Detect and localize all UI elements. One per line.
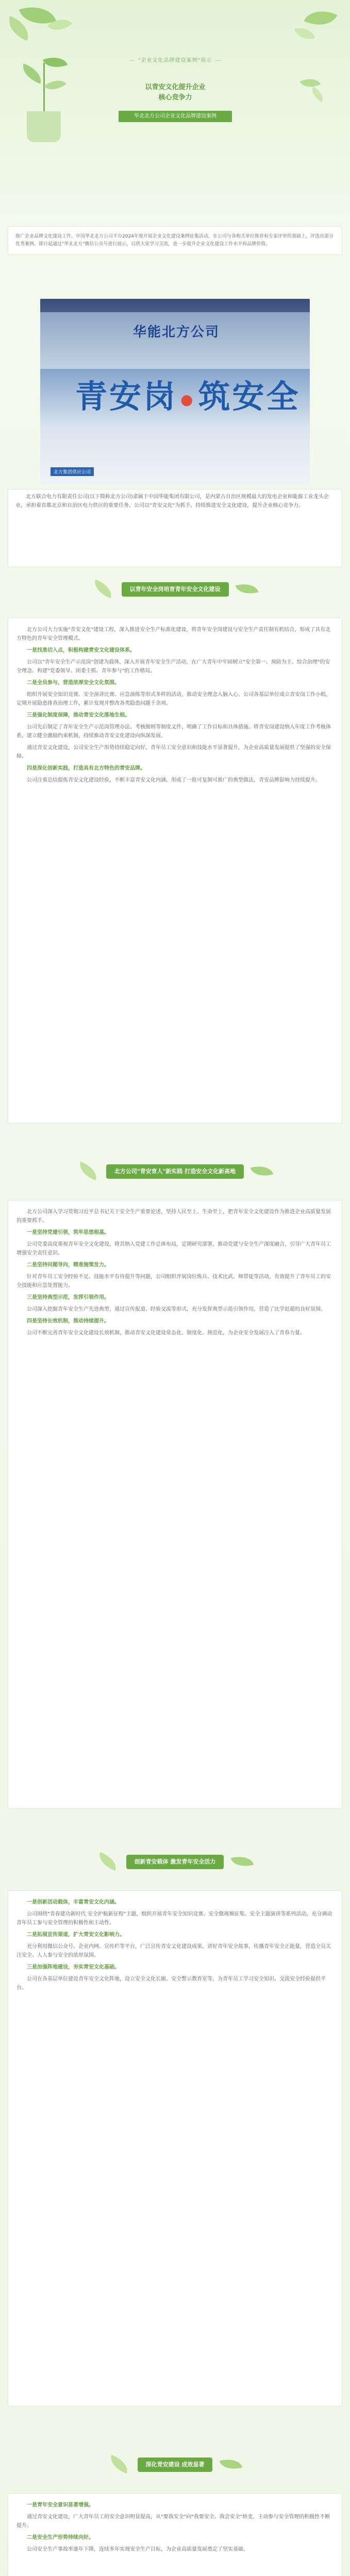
section-heading-label: 深化青安建设 成效显著 [138, 2458, 213, 2472]
paragraph: 针对青年员工安全经验不足、技能水平有待提升等问题，公司组织开展岗位练兵、技术比武、师带徒等活动，有效提升了青年员工的安全技能和应急处置能力。 [16, 1274, 331, 1289]
paragraph: 公司以"青年安全生产示范岗"创建为载体，深入开展青年安全生产活动，在广大青年中牢固树立"安全第一、预防为主、综合治理"的安全理念。构建"党委领导、团委主抓、青年参与"的工作格局。 [16, 659, 330, 674]
paragraph: 充分利用微信公众号、企业内网、宣传栏等平台，广泛宣传青安文化建设成果，讲好青年安全故事，传播青年安全正能量，营造全员关注安全、人人参与安全的浓厚氛围。 [16, 1944, 331, 1958]
section-heading [0, 1855, 350, 1869]
page-title-line1: 以青安文化提升企业 [145, 83, 206, 91]
paragraph: 公司党委高度重视青年安全文化建设，将其纳入党建工作总体布局，定期研究部署，推动党建与安全生产深度融合，引导广大青年员工增强安全责任意识。 [16, 1242, 331, 1256]
paragraph-heading: 一是创新活动载体，丰富青安文化内涵。 [27, 1900, 120, 1905]
photo-slogan-part2: 筑安全 [198, 378, 301, 415]
leaf-icon [96, 1852, 120, 1870]
paragraph-heading: 三是加强阵地建设，夯实青安文化基础。 [27, 1964, 120, 1970]
leaf-icon [230, 1853, 254, 1870]
section-body [8, 1891, 342, 2406]
paragraph: 公司不断完善青年安全文化建设长效机制，推动青安文化建设常态化、制度化、规范化，为企业安全发展注入了青春力量。 [27, 1330, 305, 1336]
paragraph: 北方公司大力实施"青安文化"建设工程，深入推进安全生产标准化建设，将青年安全岗建设与安全生产责任制有机结合，形成了具有北方特色的青年安全管理模式。 [16, 627, 331, 641]
paragraph: 通过青安文化建设，公司安全生产形势持续稳定向好，青年员工安全意识和技能水平显著提升，为企业高质量发展提供了坚强的安全保障。 [16, 745, 331, 759]
paragraph: 公司先后制定了青年安全生产示范岗管理办法、考核细则等制度文件，明确了工作目标和具体措施。将青安岗建设纳入年度工作考核体系，建立健全激励约束机制，持续推动青安文化建设向纵深发展。 [16, 724, 331, 739]
paragraph-heading: 四是深化创新实践，打造具有北方特色的青安品牌。 [27, 766, 145, 771]
section-body [8, 1200, 342, 1808]
leaf-icon [76, 1161, 100, 1180]
page-title [108, 82, 242, 103]
paragraph: 公司注重总结提炼青安文化建设经验，不断丰富青安文化内涵，形成了一批可复制可推广的典型做法，青安品牌影响力持续提升。 [27, 777, 321, 783]
section-heading [0, 582, 350, 597]
paragraph: 公司围绕"青春建功新时代 安全护航新征程"主题，组织开展青年安全知识竞赛、安全微视频征集、安全主题演讲等系列活动，充分调动青年员工参与安全管理的积极性和主动性。 [16, 1911, 332, 1926]
photo-caption: 北方集团供应公司 [51, 467, 94, 476]
paragraph: 通过青安文化建设，广大青年员工的安全意识明显提高，从"要我安全"向"我要安全、我会安全"转变，主动参与安全管理的积极性不断提升。 [16, 2514, 330, 2529]
section-heading [0, 2458, 350, 2472]
leaf-icon [251, 1162, 274, 1180]
header-subtitle: — "企业文化品牌建设案例"展示 — [0, 56, 350, 63]
leaf-icon [294, 25, 315, 42]
paragraph: 公司在各基层单位建设青年安全文化阵地，设立安全文化长廊、安全警示教育室等，为青年员工学习安全知识、交流安全经验提供平台。 [16, 1976, 326, 1991]
leaf-icon [92, 579, 115, 598]
paragraph: 公司安全生产事故率逐年下降，连续多年实现安全生产目标，为企业高质量发展奠定了坚实基础。 [27, 2547, 248, 2552]
paragraph-heading: 一是坚持党建引领，筑牢思想根基。 [27, 1230, 109, 1235]
paragraph-heading: 一是找准切入点，积极构建青安文化建设体系。 [27, 648, 135, 653]
section-heading-label: 北方公司"青安育人"新实践 打造安全文化新高地 [106, 1164, 244, 1179]
section-heading-label: 创新青安载体 激发青年安全活力 [126, 1855, 224, 1869]
intro-note-text: 推广企业品牌文化建设工作，中国华北北方公司平台2024年度开展企业文化建设案例征集活动，在公司与各相关单位推荐和专家评审的基础上，评选出部分优秀案例。即日起通过"华北北方"微信公众号进行展示，以供大家学习交流，进一步提升企业文化建设工作水平和品牌价值。 [15, 234, 334, 247]
paragraph-heading: 三是坚持典型示范，发挥引领作用。 [27, 1295, 109, 1300]
paragraph: 北方公司深入学习贯彻习近平总书记关于安全生产重要论述，坚持人民至上、生命至上，把青年安全文化建设作为推进企业高质量发展的重要抓手。 [16, 1209, 331, 1224]
paragraph-heading: 一是青年安全意识显著增强。 [27, 2502, 94, 2508]
leaf-icon [219, 2455, 242, 2473]
leaf-icon [304, 3, 337, 32]
case-tag-banner: 华北北方公司企业文化品牌建设案例 [119, 111, 232, 122]
paragraph: 组织开展安全知识竞赛、安全演讲比赛、应急演练等形式多样的活动，推动安全理念入脑入心。公司各基层单位成立青安岗工作小组，定期开展隐患排查治理工作，累计发现并整改各类隐患问题千余项。 [16, 692, 331, 706]
page-title-line2: 核心竞争力 [158, 94, 192, 101]
section-body [8, 2494, 342, 2576]
leaf-icon [235, 580, 258, 598]
paragraph: 北方联合电力有限责任公司(以下简称北方公司)隶属于中国华能集团有限公司，是内蒙古自治区规模最大的发电企业和能源工业龙头企业，承担着首都北京和自治区电力供应的重要任务。公司以"青安文化"为抓手，持续推进安全文化建设，提升企业核心竞争力。 [15, 494, 329, 509]
paragraph: 公司深入挖掘青年安全生产先进典型，通过宣传报道、经验交流等形式，充分发挥典型示范引领作用，营造了比学赶超的良好氛围。 [27, 1307, 326, 1312]
paragraph-heading: 四是坚持长效机制，推动持续提升。 [27, 1318, 109, 1324]
sprout-illustration [298, 72, 329, 113]
leaf-icon [108, 2454, 131, 2473]
paragraph-heading: 二是全员参与，营造浓厚安全文化氛围。 [27, 680, 120, 686]
paragraph-heading: 三是强化制度保障，推动青安文化落地生根。 [27, 713, 130, 718]
section-body [8, 618, 342, 1123]
section-heading [0, 1164, 350, 1179]
photo-slogan-part1: 青安岗 [75, 378, 178, 415]
company-intro-block [8, 489, 342, 567]
paragraph-heading: 二是拓展宣传渠道，扩大青安文化影响力。 [27, 1932, 125, 1938]
paragraph-heading: 二是坚持问题导向，精准施策发力。 [27, 1262, 109, 1268]
intro-note [8, 227, 342, 255]
potted-plant-illustration [15, 49, 72, 142]
photo-company-sign: 华能北方公司 [133, 325, 220, 340]
building-facade [40, 312, 310, 369]
article-photo [40, 299, 310, 484]
article-header [0, 0, 350, 216]
section-heading-label: 以青年安全岗培育青年安全文化建设 [122, 582, 229, 597]
paragraph-heading: 二是安全生产形势持续向好。 [27, 2535, 94, 2540]
photo-slogan: 青安岗 ●筑安全 [75, 378, 301, 415]
